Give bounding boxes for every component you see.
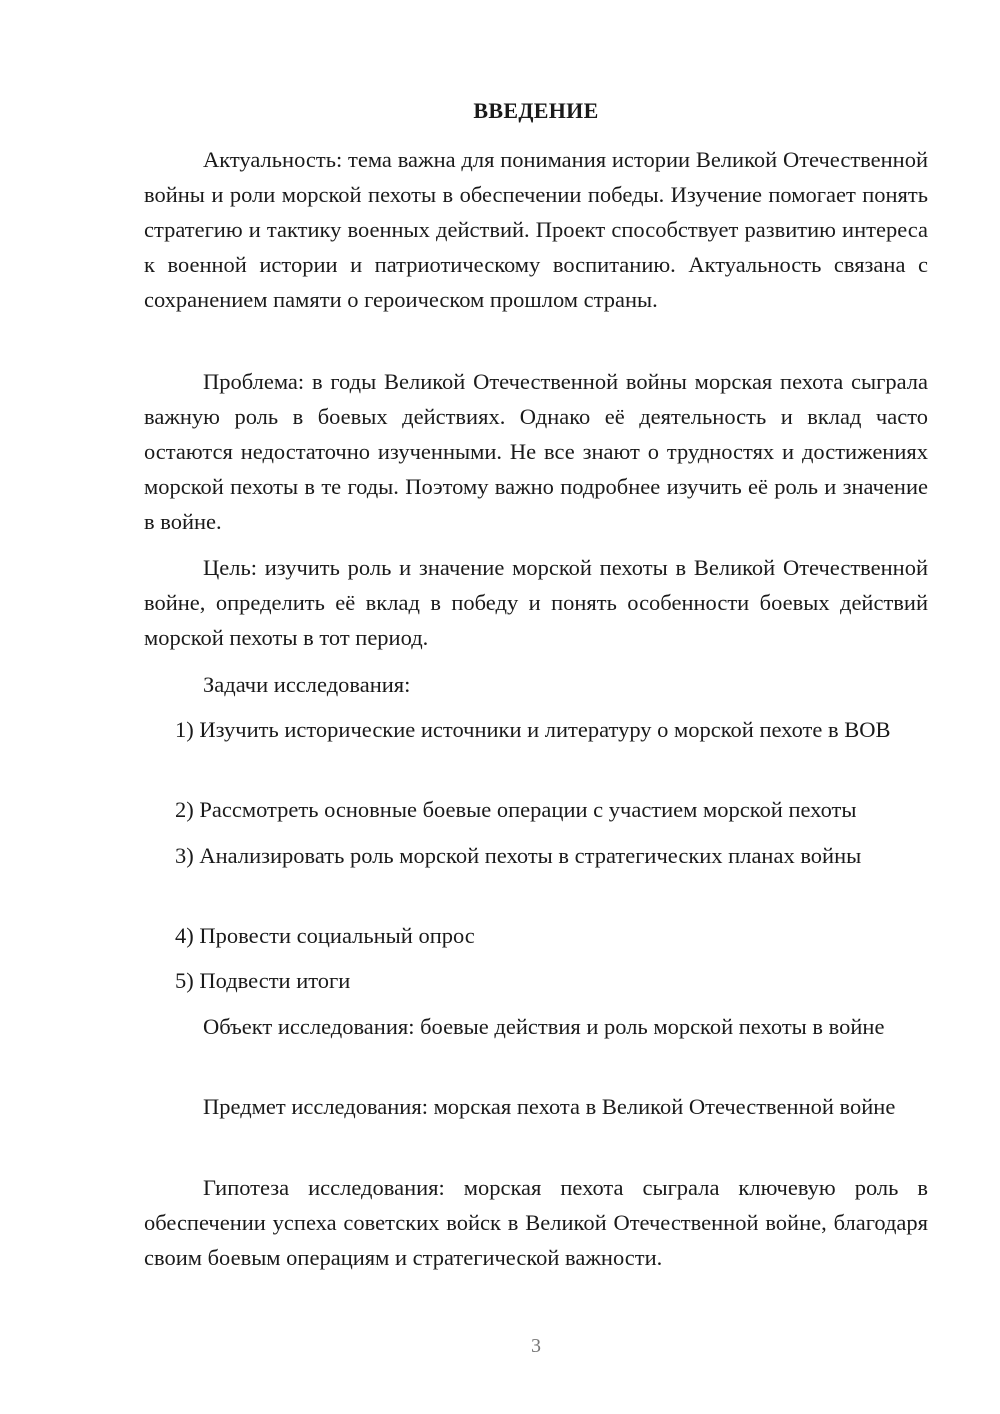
task-item: 2) Рассмотреть основные боевые операции с участием морской пехоты <box>175 797 857 822</box>
goal-paragraph: Цель: изучить роль и значение морской пехоты в Великой Отечественной войне, определить её вклад в победу и понять особенности боевых действий морской пехоты в тот период. <box>144 555 928 650</box>
object-paragraph: Объект исследования: боевые действия и роль морской пехоты в войне <box>203 1014 885 1039</box>
problem-paragraph: Проблема: в годы Великой Отечественной войны морская пехота сыграла важную роль в боевых действиях. Однако её деятельность и вклад часто остаются недостаточно изученными. Не все знают о трудностях и достижениях морской пехоты в те годы. Поэтому важно подробнее изучить её роль и значение в войне. <box>144 369 928 534</box>
task-item: 3) Анализировать роль морской пехоты в стратегических планах войны <box>175 843 862 868</box>
task-item: 5) Подвести итоги <box>175 968 351 993</box>
page-title: ВВЕДЕНИЕ <box>473 98 599 123</box>
relevance-paragraph: Актуальность: тема важна для понимания истории Великой Отечественной войны и роли морской пехоты в обеспечении победы. Изучение помогает понять стратегию и тактику военных действий. Проект способствует развитию интереса к военной истории и патриотическому воспитанию. Актуальность связана с сохранением памяти о героическом прошлом страны. <box>144 147 928 312</box>
subject-paragraph: Предмет исследования: морская пехота в Великой Отечественной войне <box>203 1094 896 1119</box>
page-number: 3 <box>531 1335 541 1357</box>
tasks-heading: Задачи исследования: <box>203 672 411 697</box>
task-item: 4) Провести социальный опрос <box>175 923 475 948</box>
task-item: 1) Изучить исторические источники и литературу о морской пехоте в ВОВ <box>175 717 891 742</box>
hypothesis-paragraph: Гипотеза исследования: морская пехота сыграла ключевую роль в обеспечении успеха советских войск в Великой Отечественной войне, благодаря своим боевым операциям и стратегической важности. <box>144 1175 928 1270</box>
